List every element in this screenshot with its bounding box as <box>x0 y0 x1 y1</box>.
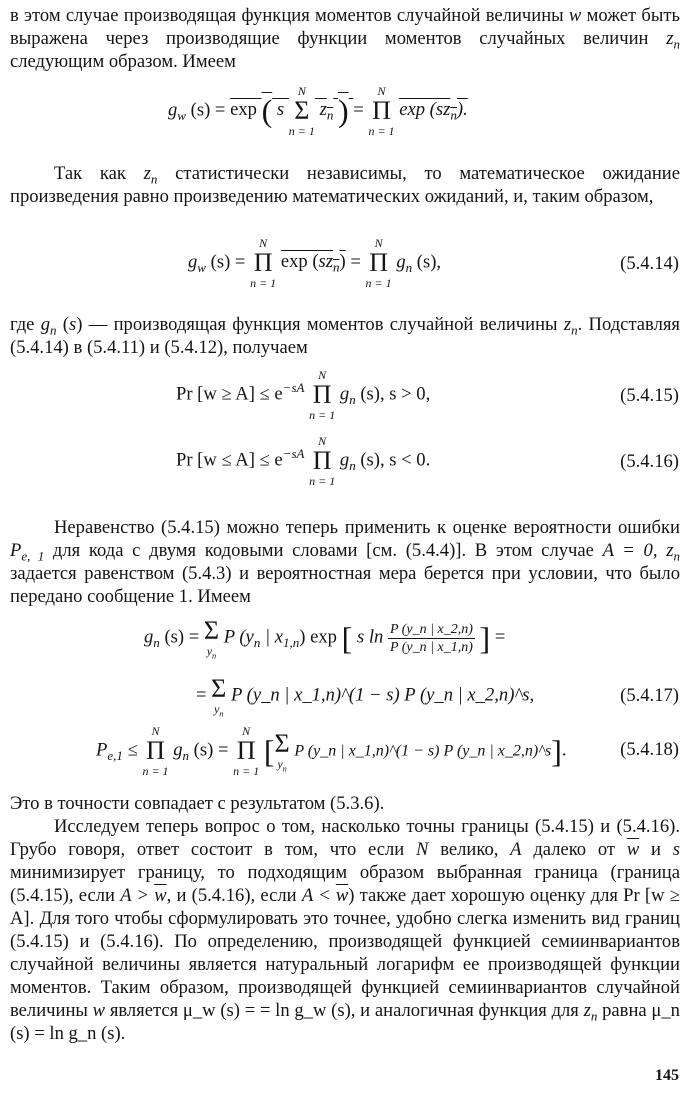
equation-gn: $g_n$ (s) = Σ $y_n$ P ($y_n$ | $x_{1,n}$) exp [ s ln $\frac{P (y\_n | x\_2,n)}{P (y\_n | x\_1,n)}$ ] = <box>144 616 506 661</box>
paragraph-3: где $g_n$ (s) — производящая функция моментов случайной величины $z_n$. Подставляя (5.4.14) в (5.4.11) и (5.4.12), получаем <box>10 314 680 358</box>
equation-5-4-16: Pr $[w \le A] \le e^{-sA}$ N Π n = 1 $g_n$ (s), s < 0. <box>176 434 431 488</box>
equation-number-5-4-14: (5.4.14) <box>620 253 679 274</box>
equation-gw: $g_w$ (s) = exp ( s N Σ n = 1 $z_n$ ) = N Π n = 1 $\exp (sz_n)$. <box>168 84 468 138</box>
equation-5-4-17: = Σ $y_n$ P (y_n | x_1,n)^(1 − s) P (y_n | x_2,n)^s, <box>196 674 535 719</box>
equation-5-4-18: $P_{e,1}$ ≤ N Π n = 1 $g_n$ (s) = N Π n = 1 [ Σ $y_n$ P (y_n | x_1,n)^(1 − s) P (y_n | x_2,n)^s]. <box>96 724 567 778</box>
paragraph-6: Исследуем теперь вопрос о том, насколько точны границы (5.4.15) и (5.4.16). Грубо говоря, ответ состоит в том, что если N велико, A далеко от $\overline{w}$ и s минимизирует границу, то подходящим образом выбранная граница (граница (5.4.15), если $A > \overline{w}$, и (5.4.16), если $A < \overline{w}$) также дает хорошую оценку для Pr [w ≥ A]. Для того чтобы сформулировать это точнее, удобно слегка изменить вид границ (5.4.15) и (5.4.16). По определению, производящей функцией семиинвариантов случайной величины является натуральный логарифм ее производящей функции моментов. Таким образом, производящей функцией семиинвариантов случайной величины w является μ_w (s) = = ln g_w (s), и аналогичная функция для $z_n$ равна μ_n (s) = ln g_n (s). <box>10 816 681 1044</box>
equation-number-5-4-16: (5.4.16) <box>620 451 679 472</box>
equation-5-4-15: Pr $[w \ge A] \le e^{-sA}$ N Π n = 1 $g_n$ (s), s > 0, <box>176 368 431 422</box>
equation-number-5-4-15: (5.4.15) <box>620 385 679 406</box>
paragraph-2: Так как $z_n$ статистически независимы, то математическое ожидание произведения равно произведению математических ожиданий, и, таким образом, <box>10 163 680 207</box>
equation-number-5-4-17: (5.4.17) <box>620 685 679 706</box>
equation-number-5-4-18: (5.4.18) <box>620 739 679 760</box>
paragraph-5: Это в точности совпадает с результатом (5.3.6). <box>10 793 385 814</box>
equation-5-4-14: $g_w$ (s) = N Π n = 1 $\exp (sz_n)$ = N Π n = 1 $g_n$ (s), <box>188 236 442 290</box>
paragraph-4: Неравенство (5.4.15) можно теперь применить к оценке вероятности ошибки $P_{e, 1}$ для кода с двумя кодовыми словами [см. (5.4.4)]. В этом случае A = 0, $z_n$ задается равенством (5.4.3) и вероятностная мера берется при условии, что было передано сообщение 1. Имеем <box>10 517 680 607</box>
page-number: 145 <box>655 1067 679 1084</box>
paragraph-1: в этом случае производящая функция моментов случайной величины w может быть выражена через производящие функции моментов случайных величин $z_n$ следующим образом. Имеем <box>10 5 680 72</box>
